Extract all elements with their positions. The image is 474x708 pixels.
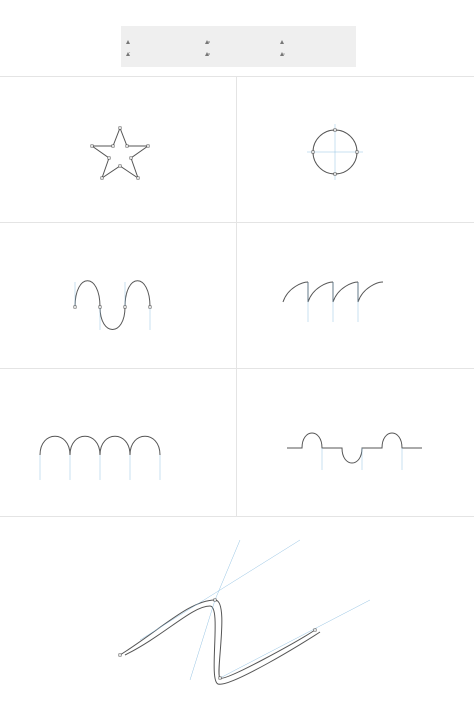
- legend-item: [204, 39, 214, 45]
- pen-plus-icon: [204, 39, 210, 45]
- legend-panel: [121, 26, 356, 67]
- pen-minus-icon: [279, 51, 285, 57]
- legend-item: [125, 39, 135, 45]
- legend-item: [204, 51, 214, 57]
- legend-item: [279, 51, 289, 57]
- scallop-curves-diagram: [278, 262, 388, 332]
- pen-icon: [125, 39, 131, 45]
- svg-text:*: *: [129, 51, 131, 55]
- star-path-diagram: [70, 118, 170, 198]
- multiple-curves-diagram: [60, 262, 170, 342]
- section-divider: [0, 76, 474, 77]
- legend-item: [279, 39, 289, 45]
- pen-star-icon: [125, 51, 131, 57]
- section-divider: [0, 222, 474, 223]
- tweaking-handles-diagram: [100, 530, 380, 705]
- legend-item: [125, 51, 135, 57]
- column-divider: [236, 76, 237, 516]
- combining-diagram: [282, 418, 432, 478]
- circle-path-diagram: [290, 120, 390, 190]
- section-divider: [0, 368, 474, 369]
- anchor-points: [91, 127, 149, 179]
- pen-anchor-icon: [279, 39, 285, 45]
- section-divider: [0, 516, 474, 517]
- pen-circle-icon: [204, 51, 210, 57]
- bumps-diagram: [30, 410, 180, 490]
